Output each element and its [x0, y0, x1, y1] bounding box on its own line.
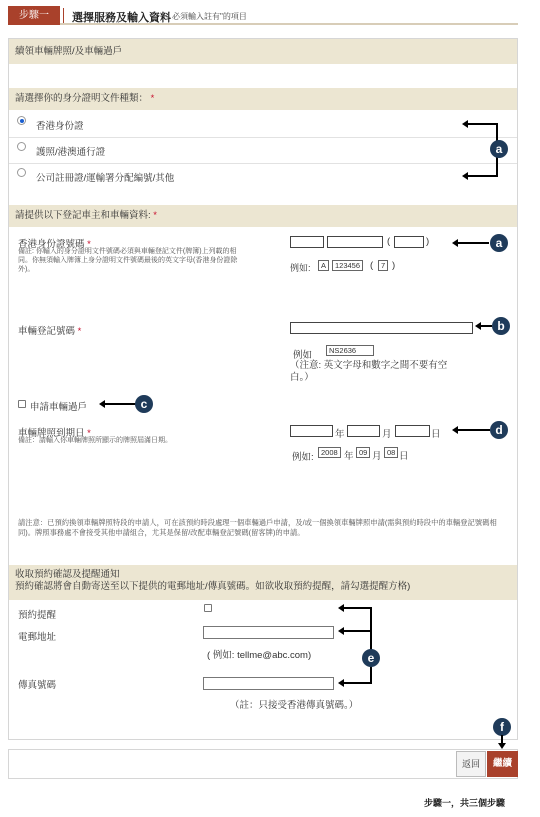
arrow-line: [457, 429, 490, 431]
marker-f: f: [493, 718, 511, 736]
radio-hkid[interactable]: [17, 116, 26, 125]
section-owner-title: 請提供以下登記車主和車輛資料:: [15, 210, 151, 221]
registration-hint: （注意: 英文字母和數字之間不要有空白。）: [290, 360, 448, 383]
arrow-line: [343, 630, 372, 632]
section-id-type-header: [9, 88, 517, 110]
divider: [9, 163, 517, 164]
marker-a-2: a: [490, 234, 508, 252]
expiry-year-unit: 年: [335, 429, 345, 440]
email-label: 電郵地址: [18, 632, 57, 643]
marker-e: e: [362, 649, 380, 667]
expiry-label-text: 車輛牌照到期日: [18, 428, 85, 439]
section-owner-header: [9, 205, 517, 227]
marker-b: b: [492, 317, 510, 335]
arrow-line: [370, 607, 372, 684]
required-mark: *: [87, 428, 91, 439]
hkid-example-label: 例如:: [290, 263, 311, 273]
fax-label: 傳真號碼: [18, 680, 57, 691]
required-note: 必須輸入註有"的項目: [172, 12, 247, 21]
divider: [9, 137, 517, 138]
expiry-example-day: 08: [384, 447, 398, 458]
back-button[interactable]: 返回: [456, 751, 486, 777]
expiry-example-month-unit: 月: [372, 451, 382, 462]
section-renewal-title: 續領車輛牌照/及車輛過戶: [15, 46, 123, 57]
expiry-example-month: 09: [356, 447, 370, 458]
hkid-example-check: 7: [378, 260, 388, 271]
continue-button[interactable]: 繼續: [487, 751, 518, 777]
fax-note: （註：只接受香港傳真號碼。）: [230, 700, 359, 711]
transfer-notice: 請注意：已預約換領車輛牌照特段的申請人，可在該預約時段處理一個車輛過戶申請，及/或一個換領車輛牌照申請(需與預約時段中的車輛登記號碼相同)。牌照事務處不會接受其他申請組合，尤其是保留/改配車輛登記號碼(留客牌)的申請。: [18, 518, 497, 537]
arrow-line: [457, 242, 489, 244]
expiry-note: 備註：請輸入你車輛牌照所顯示的牌照屆滿日期。: [18, 437, 172, 444]
section-renewal-header: [9, 39, 517, 64]
arrow-line: [343, 607, 372, 609]
marker-c: c: [135, 395, 153, 413]
page-title: 選擇服務及輸入資料: [72, 12, 171, 24]
section-notify-title: 收取預約確認及提醒通知: [15, 569, 120, 580]
expiry-month-input[interactable]: [347, 425, 380, 437]
hkid-example-prefix: A: [318, 260, 329, 271]
expiry-example-year-unit: 年: [344, 451, 354, 462]
reminder-label: 預約提醒: [18, 610, 57, 621]
registration-label: [18, 323, 81, 337]
arrow-line: [467, 123, 498, 125]
hkid-open-paren: (: [387, 236, 391, 247]
arrow-line: [480, 325, 492, 327]
hkid-example-open-paren: (: [370, 260, 374, 271]
email-input[interactable]: [203, 626, 334, 639]
expiry-example-day-unit: 日: [399, 451, 409, 462]
registration-example-label: 例如: [293, 350, 313, 361]
step-tab: 步驟一: [8, 6, 60, 25]
expiry-year-input[interactable]: [290, 425, 333, 437]
arrow-line: [104, 403, 137, 405]
required-mark: *: [87, 239, 91, 250]
registration-input[interactable]: [290, 322, 473, 334]
marker-d: d: [490, 421, 508, 439]
hkid-prefix-input[interactable]: [290, 236, 324, 248]
option-label-company: 公司註冊證/運輸署分配編號/其他: [36, 173, 175, 184]
radio-company[interactable]: [17, 168, 26, 177]
expiry-month-unit: 月: [382, 429, 392, 440]
option-label-hkid: 香港身份證: [36, 121, 84, 132]
hkid-close-paren: ): [426, 236, 430, 247]
arrow-line: [467, 175, 498, 177]
option-label-passport: 護照/港澳通行證: [36, 147, 106, 158]
hkid-digits-input[interactable]: [327, 236, 383, 248]
section-notify-header: [9, 565, 517, 600]
hkid-label-text: 香港身份證號碼: [18, 239, 85, 250]
hkid-note: 備註: 你輸入的身分證明文件號碼必須與車輛登記文件(牌簿)上列載的相同。你無須輸入牌簿上身分證明文件號碼最後的英文字母(香港身份證除外)。: [18, 248, 238, 273]
section-notify-desc: 預約確認將會自動寄送至以下提供的電郵地址/傳真號碼。如欲收取預約提醒，請勾選提醒方格): [15, 581, 411, 592]
section-id-type-title: 請選擇你的身分證明文件種類：: [15, 93, 149, 104]
step-separator: [63, 8, 64, 23]
reminder-checkbox[interactable]: [204, 604, 212, 612]
expiry-example-year: 2008: [318, 447, 341, 458]
required-mark: *: [150, 93, 155, 104]
transfer-checkbox[interactable]: [18, 400, 26, 408]
required-mark: *: [153, 210, 157, 221]
fax-input[interactable]: [203, 677, 334, 690]
step-footer: 步驟一，共三個步驟: [424, 798, 506, 808]
expiry-day-unit: 日: [431, 429, 441, 440]
hkid-check-input[interactable]: [394, 236, 424, 248]
email-example: ( 例如: tellme@abc.com): [207, 650, 312, 661]
expiry-example-label: 例如:: [292, 452, 314, 463]
hkid-example-digits: 123456: [332, 260, 363, 271]
registration-example-value: NS2636: [326, 345, 374, 356]
hkid-example-close-paren: ): [392, 260, 396, 271]
transfer-label: 申請車輛過戶: [30, 402, 88, 413]
arrow-line: [343, 682, 372, 684]
registration-label-text: 車輛登記號碼: [18, 326, 76, 337]
required-mark: *: [77, 326, 82, 337]
button-bar: [8, 749, 518, 779]
expiry-day-input[interactable]: [395, 425, 430, 437]
marker-a: a: [490, 140, 508, 158]
radio-passport[interactable]: [17, 142, 26, 151]
